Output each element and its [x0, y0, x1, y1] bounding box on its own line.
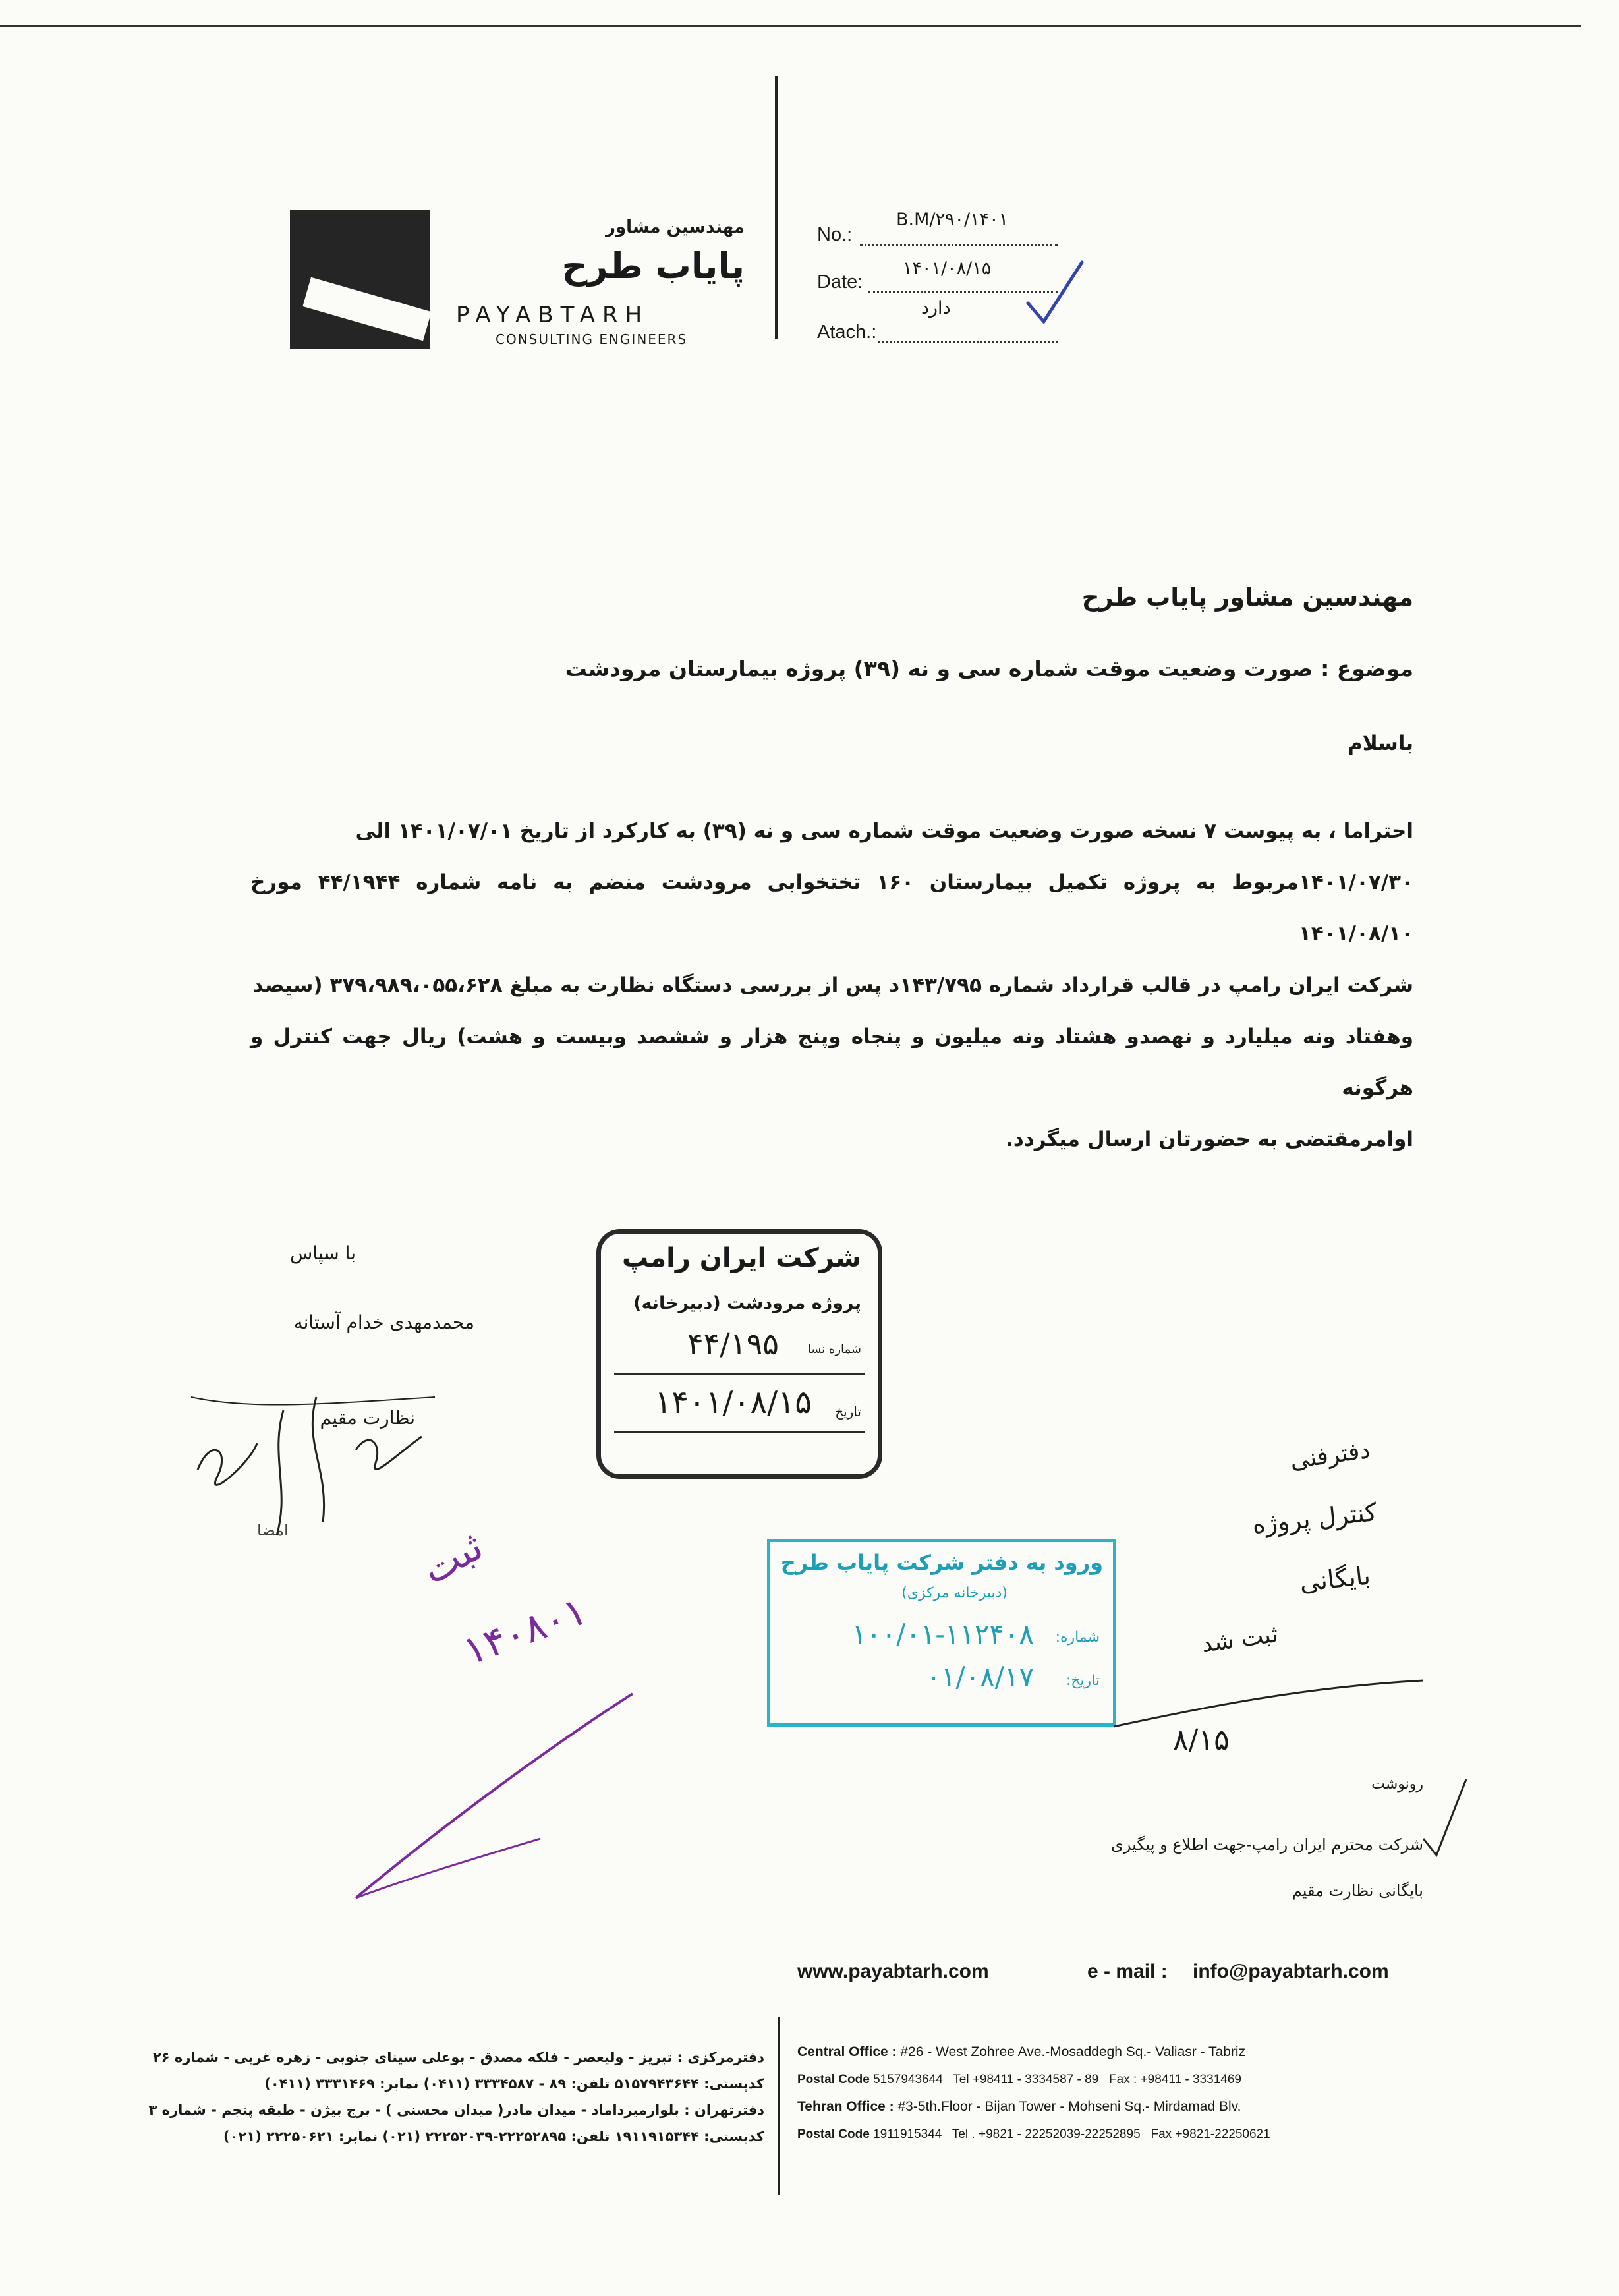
no-label: No.:: [817, 224, 853, 245]
letter-body: [250, 805, 1413, 1165]
stamp-number: ۴۴/۱۹۵: [687, 1326, 779, 1362]
signature-scribble: [171, 1371, 448, 1542]
footer-central-contact: Postal Code 5157943644 Tel +98411 - 3334587 - 89 Fax : +98411 - 3331469: [797, 2073, 1241, 2086]
note-date-815: ۸/۱۵: [1173, 1723, 1230, 1757]
body-line: وهفتاد ونه میلیارد و نهصدو هشتاد ونه میلیون و پنجاه وپنج هزار و ششصد وبیست و هشت) ریال جهت کنترل و هرگونه: [250, 1025, 1413, 1100]
receipt-number-label: شماره:: [1055, 1629, 1100, 1646]
receipt-date-label: تاریخ:: [1065, 1673, 1100, 1689]
footer-fa-address: دفترتهران : بلوارمیرداماد - میدان مادر( میدان محسنی ) - برج بیژن - طبقه پنجم - شماره ۳: [148, 2102, 764, 2118]
receipt-stamp-title: ورود به دفتر شرکت پایاب طرح: [780, 1550, 1103, 1575]
attachment-value: دارد: [921, 298, 951, 318]
signer-title: نظارت مقیم: [320, 1407, 415, 1429]
footer-email-label: e - mail :: [1087, 1961, 1168, 1982]
atach-label: Atach.:: [817, 322, 877, 343]
receipt-date: ۰۱/۰۸/۱۷: [926, 1661, 1034, 1693]
footer-tehran-office: Tehran Office : #3-5th.Floor - Bijan Tower - Mohseni Sq.- Mirdamad Blv.: [797, 2099, 1241, 2114]
payabtarh-receipt-stamp: [767, 1539, 1116, 1727]
subject-line: موضوع : صورت وضعیت موقت شماره سی و نه (۳۹) پروژه بیمارستان مرودشت: [565, 656, 1413, 681]
stamp-date-label: تاریخ: [835, 1404, 861, 1420]
payabtarh-logo-mark: [290, 210, 430, 349]
stamp-company: شرکت ایران رامپ: [622, 1243, 861, 1273]
logo-en-subtitle: CONSULTING ENGINEERS: [496, 331, 688, 347]
addressee: مهندسین مشاور پایاب طرح: [1081, 583, 1413, 612]
cc-check-mark: [1417, 1773, 1469, 1858]
stamp-project: پروژه مرودشت (دبیرخانه): [633, 1293, 861, 1313]
stamp-date: ۱۴۰۱/۰۸/۱۵: [654, 1384, 812, 1421]
checkmark-icon: [1021, 257, 1087, 330]
closing-text: با سپاس: [290, 1242, 356, 1264]
letterhead-divider: [775, 76, 778, 339]
footer-fa-address: دفترمرکزی : تبریز - ولیعصر - فلکه مصدق - بوعلی سینای جنوبی - زهره غربی - شماره ۲۶: [152, 2050, 764, 2065]
greeting: باسلام: [1347, 732, 1413, 755]
purple-stroke: [343, 1687, 646, 1905]
note-project-control: کنترل پروژه: [1251, 1497, 1378, 1539]
receipt-number: ۱۰۰/۰۱-۱۱۲۴۰۸: [851, 1618, 1034, 1650]
footer-divider: [778, 2017, 780, 2195]
footer-website: www.payabtarh.com: [797, 1961, 989, 1982]
stamp-number-label: شماره نسا: [807, 1342, 861, 1356]
footer-fa-contact: کدپستی: ۱۹۱۱۹۱۵۳۴۴ تلفن: ۲۲۲۵۲۸۹۵-۲۲۲۵۲۰۳۹ (۰۲۱) نمابر: ۲۲۲۵۰۶۲۱ (۰۲۱): [223, 2129, 764, 2144]
handwritten-underline: [1107, 1674, 1436, 1740]
purple-registration-number: ۱۴۰۸۰۱: [457, 1588, 593, 1675]
date-label: Date:: [817, 272, 863, 293]
scan-top-rule: [0, 25, 1581, 27]
note-registered: ثبت شد: [1199, 1621, 1280, 1658]
body-line: اوامرمقتضی به حضورتان ارسال میگردد.: [1006, 1128, 1413, 1151]
logo-en-title: PAYABTARH: [456, 302, 650, 328]
cc-label: رونوشت: [1371, 1776, 1423, 1793]
signer-name: محمدمهدی خدام آستانه: [293, 1311, 474, 1333]
cc-line: شرکت محترم ایران رامپ-جهت اطلاع و پیگیری: [1111, 1835, 1423, 1854]
footer-tehran-contact: Postal Code 1911915344 Tel . +9821 - 22252039-22252895 Fax +9821-22250621: [797, 2127, 1270, 2141]
body-line: شرکت ایران رامپ در قالب قرارداد شماره ۱۴۳/۷۹۵د پس از بررسی دستگاه نظارت به مبلغ ۳۷۹،۹۸۹،۰۵۵،۶۲۸ (سیصد: [252, 973, 1413, 997]
signature-mark: امضا: [257, 1521, 289, 1539]
letter-date: ۱۴۰۱/۰۸/۱۵: [903, 258, 992, 279]
iran-ramp-stamp: [596, 1229, 882, 1479]
logo-fa-subtitle: مهندسین مشاور: [606, 217, 745, 237]
logo-fa-title: پایاب طرح: [561, 245, 745, 287]
footer-central-office: Central Office : #26 - West Zohree Ave.-Mosaddegh Sq.- Valiasr - Tabriz: [797, 2044, 1246, 2059]
cc-line: بایگانی نظارت مقیم: [1292, 1881, 1423, 1900]
note-archive: بایگانی: [1298, 1561, 1372, 1597]
letter-number: B.M/۲۹۰/۱۴۰۱: [896, 210, 1009, 230]
footer-email: info@payabtarh.com: [1193, 1961, 1389, 1982]
body-line: ۱۴۰۱/۰۷/۳۰مربوط به پروژه تکمیل بیمارستان ۱۶۰ تختخوابی مرودشت منضم به نامه شماره ۴۴/۱۹۴۴ مورخ ۱۴۰۱/۰۸/۱۰: [250, 871, 1413, 946]
note-technical-office: دفترفنی: [1288, 1436, 1372, 1475]
footer-fa-contact: کدپستی: ۵۱۵۷۹۴۳۶۴۴ تلفن: ۸۹ - ۳۳۳۴۵۸۷ (۰۴۱۱) نمابر: ۳۳۳۱۴۶۹ (۰۴۱۱): [264, 2076, 764, 2092]
body-line: احتراما ، به پیوست ۷ نسخه صورت وضعیت موقت شماره سی و نه (۳۹) به کارکرد از تاریخ ۱۴۰۱/۰۷/۰۱ الی: [355, 819, 1413, 843]
purple-registered-mark: ثبت: [414, 1523, 491, 1594]
receipt-stamp-subtitle: (دبیرخانه مرکزی): [901, 1585, 1008, 1601]
